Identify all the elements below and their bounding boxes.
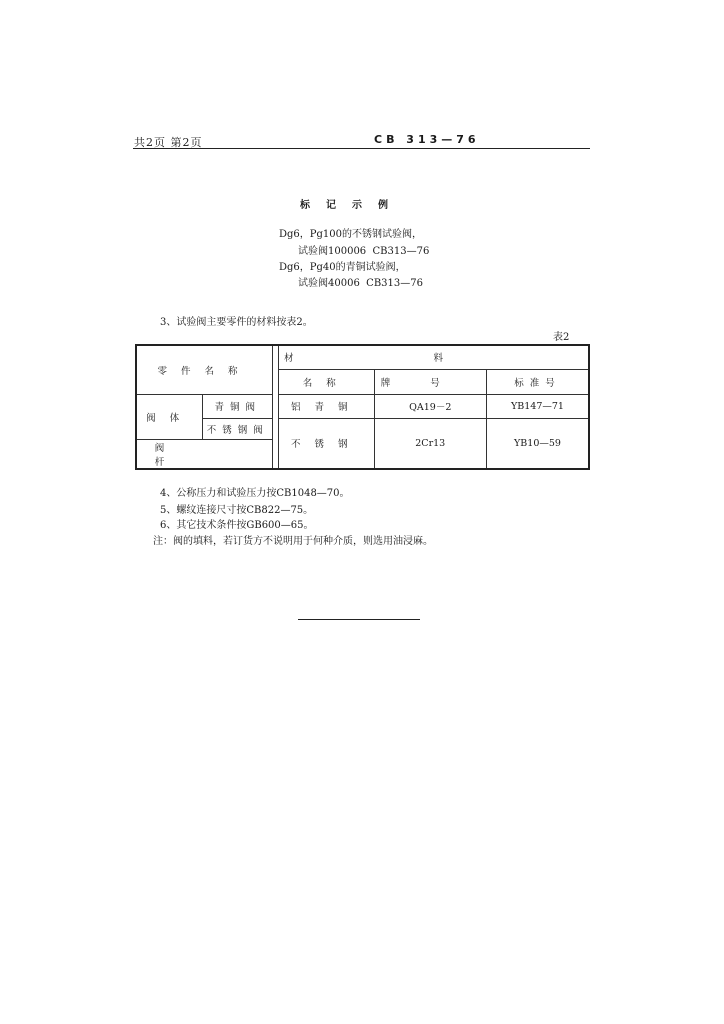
- page-count: 共2页 第2页: [134, 136, 203, 149]
- cell-valve-body: 阀体: [136, 394, 203, 439]
- marking-example-2: Dg6，Pg40的青铜试验阀，: [279, 262, 406, 273]
- clause-6: 6、其它技术条件按GB600—65。: [160, 520, 314, 531]
- marking-example-2-code: 试验阀40006 CB313—76: [298, 278, 423, 289]
- clause-4: 4、公称压力和试验压力按CB1048—70。: [160, 488, 350, 499]
- standard-code: CB 313—76: [374, 133, 480, 146]
- clause-5: 5、螺纹连接尺寸按CB822—75。: [160, 505, 314, 516]
- cell-mat2-name: 不锈钢: [279, 418, 374, 469]
- cell-mat1-grade: QA19－2: [374, 394, 487, 418]
- header-part-name: 零件名称: [136, 345, 273, 394]
- cell-mat1-standard: YB147—71: [487, 394, 590, 418]
- cell-bronze-valve: 青铜阀: [203, 394, 273, 418]
- end-rule: [298, 619, 420, 620]
- marking-example-1: Dg6，Pg100的不锈钢试验阀，: [279, 229, 422, 240]
- cell-mat1-name: 铝青铜: [279, 394, 374, 418]
- table-label: 表2: [553, 332, 570, 343]
- note: 注：阀的填料，若订货方不说明用于何种介质，则选用油浸麻。: [153, 536, 433, 547]
- header-material: 材料: [279, 345, 589, 369]
- cell-mat2-grade: 2Cr13: [374, 418, 487, 469]
- header-name: 名称: [279, 369, 374, 394]
- marking-example-1-code: 试验阀100006 CB313—76: [298, 246, 430, 257]
- cell-mat2-standard: YB10—59: [487, 418, 590, 469]
- cell-stainless-valve: 不锈钢阀: [203, 418, 273, 439]
- section-title: 标记示例: [300, 200, 404, 211]
- clause-3: 3、试验阀主要零件的材料按表2。: [160, 317, 313, 328]
- header-rule: [133, 148, 590, 149]
- cell-stem: 阀杆: [136, 439, 273, 469]
- header-grade: 牌号: [374, 369, 487, 394]
- materials-table: [135, 344, 590, 470]
- header-standard: 标准号: [487, 369, 590, 394]
